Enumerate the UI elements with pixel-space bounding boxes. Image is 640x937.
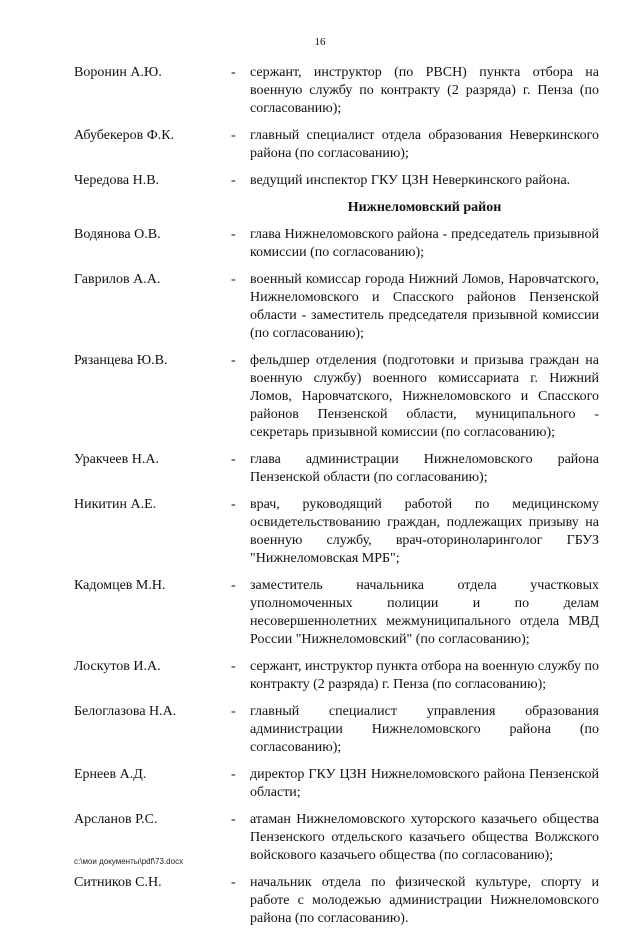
- member-name: Лоскутов И.А.: [74, 659, 161, 674]
- dash-separator: -: [231, 875, 236, 890]
- member-name: Белоглазова Н.А.: [74, 704, 177, 719]
- member-position: главный специалист отдела образования Неверкинского района (по согласованию);: [250, 128, 599, 161]
- member-name: Арсланов Р.С.: [74, 812, 158, 827]
- member-row: [74, 226, 599, 262]
- member-name: Чередова Н.В.: [74, 173, 160, 188]
- member-row: [74, 64, 599, 118]
- member-position: военный комиссар города Нижний Ломов, Наровчатского, Нижнеломовского и Спасского районов Пензенской области - заместитель председателя призывной комиссии (по согласованию);: [250, 272, 599, 341]
- member-row: [74, 874, 599, 928]
- section-heading: Нижнеломовский район: [347, 200, 502, 215]
- member-position: директор ГКУ ЦЗН Нижнеломовского района Пензенской области;: [250, 767, 599, 800]
- member-row: [74, 658, 599, 694]
- member-position: начальник отдела по физической культуре, спорту и работе с молодежью администрации Нижнеломовского района (по согласованию).: [250, 875, 599, 926]
- dash-separator: -: [231, 497, 236, 512]
- member-name: Водянова О.В.: [74, 227, 161, 242]
- member-position: фельдшер отделения (подготовки и призыва граждан на военную службу) военного комиссариата г. Нижний Ломов, Наровчатского, Нижнеломовского и Спасского районов Пензенской области, муниципального - секретарь призывной комиссии (по согласованию);: [250, 353, 599, 440]
- member-name: Ернеев А.Д.: [74, 767, 147, 782]
- member-position: глава Нижнеломовского района - председатель призывной комиссии (по согласованию);: [250, 227, 599, 260]
- member-name: Рязанцева Ю.В.: [74, 353, 168, 368]
- member-position: атаман Нижнеломовского хуторского казачьего общества Пензенского отдельского казачьего общества Волжского войскового казачьего общества (по согласованию);: [250, 812, 599, 863]
- page-number: 16: [314, 36, 326, 48]
- member-name: Ситников С.Н.: [74, 875, 162, 890]
- document-path-footer: c:\мои документы\pdf\73.docx: [74, 857, 184, 866]
- member-row: [74, 352, 599, 442]
- member-row: [74, 271, 599, 343]
- member-position: ведущий инспектор ГКУ ЦЗН Неверкинского района.: [250, 173, 571, 188]
- dash-separator: -: [231, 659, 236, 674]
- member-name: Никитин А.Е.: [74, 497, 157, 512]
- member-row: [74, 451, 599, 487]
- dash-separator: -: [231, 812, 236, 827]
- member-position: врач, руководящий работой по медицинскому освидетельствованию граждан, подлежащих призыву на военную службу, врач-оториноларинголог ГБУЗ "Нижнеломовская МРБ";: [250, 497, 599, 566]
- member-row: [74, 172, 599, 190]
- dash-separator: -: [231, 128, 236, 143]
- member-position: заместитель начальника отдела участковых уполномоченных полиции и по делам несовершеннолетних межмуниципального отдела МВД России "Нижнеломовский" (по согласованию);: [250, 578, 599, 647]
- commission-member-list: [74, 64, 599, 937]
- dash-separator: -: [231, 578, 236, 593]
- member-name: Воронин А.Ю.: [74, 65, 162, 80]
- member-position: глава администрации Нижнеломовского района Пензенской области (по согласованию);: [250, 452, 599, 485]
- member-name: Гаврилов А.А.: [74, 272, 161, 287]
- dash-separator: -: [231, 704, 236, 719]
- dash-separator: -: [231, 227, 236, 242]
- member-name: Абубекеров Ф.К.: [74, 128, 175, 143]
- member-name: Уракчеев Н.А.: [74, 452, 159, 467]
- dash-separator: -: [231, 173, 236, 188]
- member-row: [74, 127, 599, 163]
- member-row: [74, 703, 599, 757]
- member-name: Кадомцев М.Н.: [74, 578, 166, 593]
- dash-separator: -: [231, 353, 236, 368]
- member-row: [74, 766, 599, 802]
- member-position: главный специалист управления образования администрации Нижнеломовского района (по согласованию);: [250, 704, 599, 755]
- member-row: [74, 496, 599, 568]
- dash-separator: -: [231, 272, 236, 287]
- member-position: сержант, инструктор (по РВСН) пункта отбора на военную службу по контракту (2 разряда) г. Пенза (по согласованию);: [250, 65, 599, 116]
- dash-separator: -: [231, 767, 236, 782]
- member-position: сержант, инструктор пункта отбора на военную службу по контракту (2 разряда) г. Пенза (по согласованию);: [250, 659, 599, 692]
- member-row: [74, 577, 599, 649]
- dash-separator: -: [231, 452, 236, 467]
- dash-separator: -: [231, 65, 236, 80]
